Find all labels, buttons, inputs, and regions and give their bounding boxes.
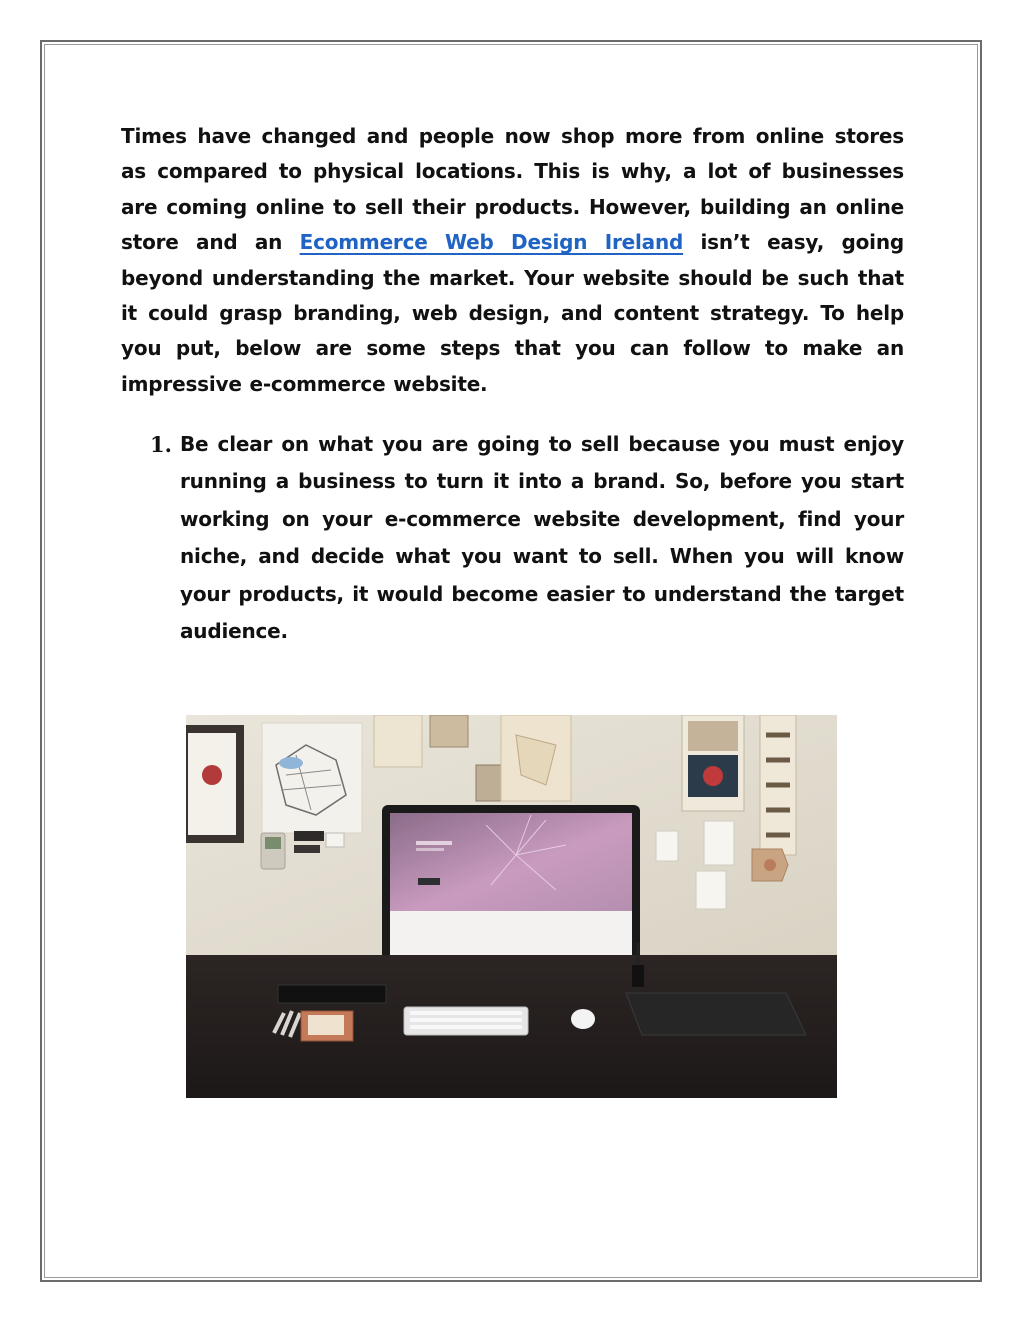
intro-text-before-link: Times have changed and people now shop more from online stores as compared to physical locations. This is why, a lot of businesses are coming online to sell their products. However, building an online store and an <box>121 124 904 255</box>
list-item-number: 1. <box>150 432 172 457</box>
numbered-list <box>150 426 904 650</box>
list-item <box>150 426 904 650</box>
intro-paragraph <box>121 119 904 402</box>
intro-text-after-link: isn’t easy, going beyond understanding the market. Your website should be such that it could grasp branding, web design, and content strategy. To help you put, below are some steps that you can follow to make an impressive e-commerce website. <box>121 230 904 396</box>
ecommerce-web-design-link[interactable]: Ecommerce Web Design Ireland <box>299 230 684 255</box>
desk-workspace-image <box>186 715 837 1098</box>
body-content <box>121 119 904 402</box>
list-item-text: Be clear on what you are going to sell because you must enjoy running a business to turn it into a brand. So, before you start working on your e-commerce website development, find your niche, and decide what you want to sell. When you will know your products, it would become easier to understand the target audience. <box>180 432 904 644</box>
workspace-photo <box>186 715 837 1098</box>
